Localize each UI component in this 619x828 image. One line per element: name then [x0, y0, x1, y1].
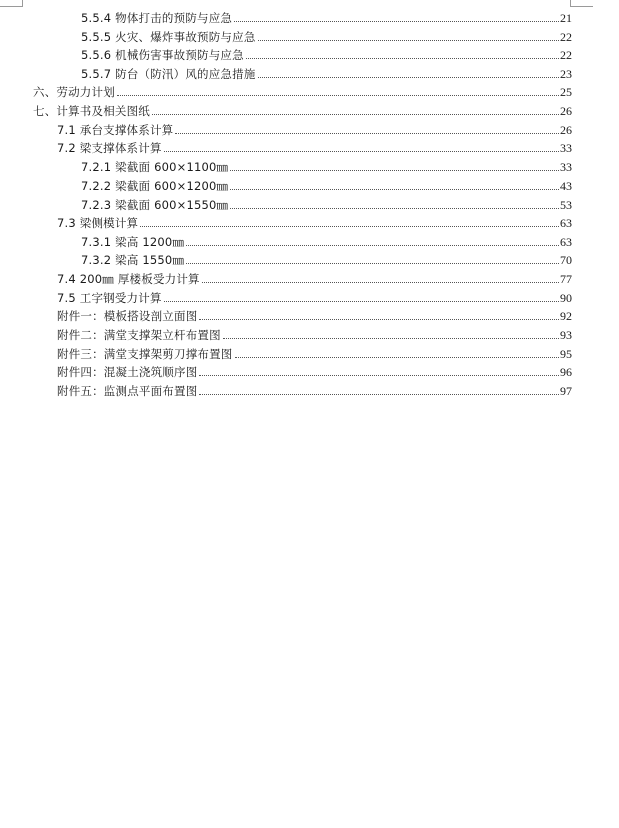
toc-entry-label: 附件三：满堂支撑架剪刀撑布置图 — [57, 347, 233, 361]
toc-entry-page-number: 43 — [560, 179, 572, 193]
toc-entry-label: 5.5.5 火灾、爆炸事故预防与应急 — [81, 30, 256, 44]
toc-entry-page-number: 63 — [560, 235, 572, 249]
toc-entry-page-number: 97 — [560, 384, 572, 398]
toc-entry-5-5-6[interactable] — [81, 44, 572, 62]
toc-dot-leader — [164, 300, 559, 302]
toc-entry-7-3-1[interactable] — [81, 231, 572, 249]
toc-dot-leader — [199, 393, 559, 395]
toc-entry-page-number: 22 — [560, 30, 572, 44]
toc-entry-appendix-1[interactable] — [57, 305, 572, 323]
toc-entry-7-5[interactable] — [57, 287, 572, 305]
toc-entry-label: 7.2.1 梁截面 600×1100㎜ — [81, 160, 229, 174]
toc-entry-label: 7.5 工字钢受力计算 — [57, 291, 162, 305]
toc-dot-leader — [235, 356, 560, 358]
toc-entry-page-number: 95 — [560, 347, 572, 361]
toc-dot-leader — [186, 244, 559, 246]
toc-entry-page-number: 25 — [560, 85, 572, 99]
toc-entry-7-2-1[interactable] — [81, 156, 572, 174]
toc-entry-appendix-4[interactable] — [57, 361, 572, 379]
toc-dot-leader — [258, 76, 559, 78]
toc-entry-label: 7.3.1 梁高 1200㎜ — [81, 235, 185, 249]
toc-entry-page-number: 63 — [560, 216, 572, 230]
toc-entry-page-number: 70 — [560, 253, 572, 267]
toc-entry-5-5-7[interactable] — [81, 63, 572, 81]
toc-entry-page-number: 53 — [560, 198, 572, 212]
toc-entry-7-4[interactable] — [57, 268, 572, 286]
page-margin-marker-left — [0, 0, 23, 7]
toc-entry-page-number: 90 — [560, 291, 572, 305]
toc-entry-label: 7.1 承台支撑体系计算 — [57, 123, 174, 137]
toc-entry-7-3-2[interactable] — [81, 249, 572, 267]
toc-entry-page-number: 22 — [560, 48, 572, 62]
toc-entry-page-number: 26 — [560, 123, 572, 137]
toc-entry-7-2-2[interactable] — [81, 175, 572, 193]
toc-dot-leader — [246, 57, 559, 59]
toc-entry-page-number: 92 — [560, 309, 572, 323]
toc-dot-leader — [186, 262, 559, 264]
toc-entry-appendix-2[interactable] — [57, 324, 572, 342]
toc-entry-label: 7.2 梁支撑体系计算 — [57, 141, 162, 155]
toc-entry-label: 六、劳动力计划 — [33, 85, 115, 99]
toc-dot-leader — [223, 337, 559, 339]
toc-entry-label: 5.5.4 物体打击的预防与应急 — [81, 11, 233, 25]
toc-entry-page-number: 21 — [560, 11, 572, 25]
toc-entry-section-6[interactable] — [33, 81, 572, 99]
toc-entry-7-1[interactable] — [57, 119, 572, 137]
toc-entry-label: 5.5.7 防台（防汛）风的应急措施 — [81, 67, 256, 81]
toc-entry-appendix-3[interactable] — [57, 343, 572, 361]
toc-entry-label: 7.4 200㎜ 厚楼板受力计算 — [57, 272, 200, 286]
toc-entry-label: 7.3 梁侧模计算 — [57, 216, 139, 230]
page-margin-marker-right — [570, 0, 593, 7]
toc-dot-leader — [199, 374, 559, 376]
toc-dot-leader — [234, 20, 559, 22]
toc-entry-page-number: 23 — [560, 67, 572, 81]
toc-entry-section-7[interactable] — [33, 100, 572, 118]
toc-entry-page-number: 33 — [560, 141, 572, 155]
toc-dot-leader — [202, 281, 559, 283]
toc-dot-leader — [230, 207, 559, 209]
toc-dot-leader — [258, 39, 559, 41]
toc-entry-label: 附件四：混凝土浇筑顺序图 — [57, 365, 198, 379]
toc-dot-leader — [175, 132, 559, 134]
toc-entry-label: 附件二：满堂支撑架立杆布置图 — [57, 328, 221, 342]
toc-dot-leader — [152, 113, 559, 115]
toc-entry-label: 7.2.3 梁截面 600×1550㎜ — [81, 198, 229, 212]
toc-entry-7-2[interactable] — [57, 137, 572, 155]
toc-dot-leader — [117, 94, 559, 96]
toc-entry-label: 5.5.6 机械伤害事故预防与应急 — [81, 48, 244, 62]
toc-entry-label: 七、计算书及相关图纸 — [33, 104, 150, 118]
toc-entry-page-number: 33 — [560, 160, 572, 174]
toc-entry-5-5-4[interactable] — [81, 7, 572, 25]
toc-entry-label: 7.3.2 梁高 1550㎜ — [81, 253, 185, 267]
toc-entry-7-2-3[interactable] — [81, 194, 572, 212]
toc-dot-leader — [140, 225, 559, 227]
toc-entry-page-number: 96 — [560, 365, 572, 379]
toc-entry-label: 附件五：监测点平面布置图 — [57, 384, 198, 398]
toc-entry-page-number: 93 — [560, 328, 572, 342]
toc-entry-label: 7.2.2 梁截面 600×1200㎜ — [81, 179, 229, 193]
toc-dot-leader — [164, 150, 559, 152]
toc-dot-leader — [230, 188, 559, 190]
toc-dot-leader — [199, 318, 559, 320]
toc-entry-5-5-5[interactable] — [81, 26, 572, 44]
toc-entry-label: 附件一：模板搭设剖立面图 — [57, 309, 198, 323]
toc-entry-page-number: 26 — [560, 104, 572, 118]
toc-entry-page-number: 77 — [560, 272, 572, 286]
toc-entry-7-3[interactable] — [57, 212, 572, 230]
toc-dot-leader — [230, 169, 559, 171]
toc-entry-appendix-5[interactable] — [57, 380, 572, 398]
